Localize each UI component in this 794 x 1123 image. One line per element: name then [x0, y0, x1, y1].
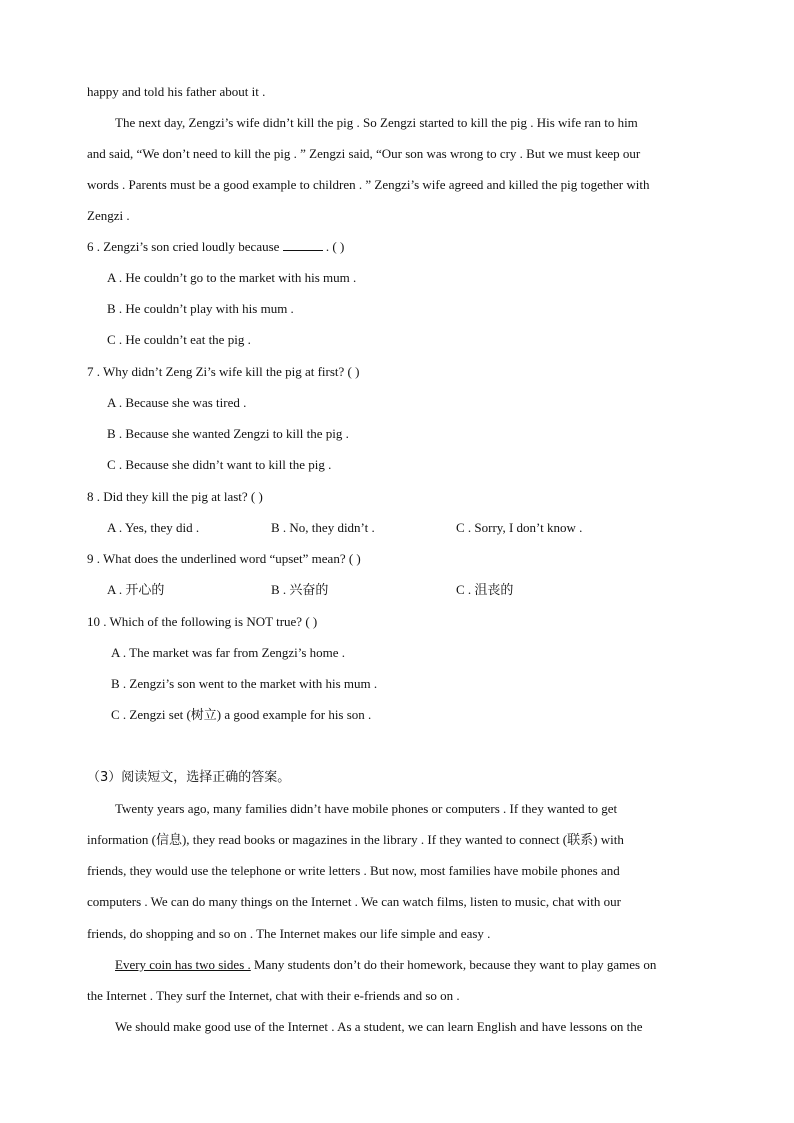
passage-line: Zengzi .: [87, 208, 130, 223]
passage-line: friends, do shopping and so on . The Internet makes our life simple and easy .: [87, 926, 491, 941]
question-stem-end: . ( ): [322, 239, 345, 254]
option-a: A . Because she was tired .: [107, 395, 247, 410]
question-8: 8 . Did they kill the pig at last? ( ): [87, 489, 263, 504]
option-b: B . Because she wanted Zengzi to kill the pig .: [107, 426, 349, 441]
option-b: B . No, they didn’t .: [271, 520, 375, 535]
option-a: A . 开心的: [107, 582, 165, 597]
passage-line: words . Parents must be a good example to children . ” Zengzi’s wife agreed and killed the pig together with: [87, 177, 650, 192]
passage-text: Many students don’t do their homework, because they want to play games on: [250, 957, 657, 972]
option-c: C . Sorry, I don’t know .: [456, 520, 583, 535]
option-c: C . He couldn’t eat the pig .: [107, 332, 251, 347]
question-9: 9 . What does the underlined word “upset” mean? ( ): [87, 551, 361, 566]
option-a: A . The market was far from Zengzi’s home .: [111, 645, 346, 660]
option-a: A . He couldn’t go to the market with his mum .: [107, 270, 357, 285]
option-a: A . Yes, they did .: [107, 520, 200, 535]
section-heading: （3）阅读短文，选择正确的答案。: [87, 770, 291, 785]
underlined-phrase: Every coin has two sides .: [115, 957, 251, 972]
passage-line: the Internet . They surf the Internet, chat with their e-friends and so on .: [87, 988, 460, 1003]
passage-line: and said, “We don’t need to kill the pig . ” Zengzi said, “Our son was wrong to cry . But we must keep our: [87, 146, 641, 161]
option-c: C . 沮丧的: [456, 582, 514, 597]
answer-blank: [283, 238, 323, 251]
question-10: 10 . Which of the following is NOT true? ( ): [87, 614, 318, 629]
passage-line: We should make good use of the Internet . As a student, we can learn English and have lessons on the: [115, 1019, 643, 1034]
passage-line: The next day, Zengzi’s wife didn’t kill the pig . So Zengzi started to kill the pig . His wife ran to him: [115, 115, 638, 130]
option-b: B . He couldn’t play with his mum .: [107, 301, 294, 316]
option-b: B . Zengzi’s son went to the market with his mum .: [111, 676, 378, 691]
question-6: [87, 238, 707, 256]
passage-line: computers . We can do many things on the Internet . We can watch films, listen to music, chat with our: [87, 894, 621, 909]
passage-line: happy and told his father about it .: [87, 84, 266, 99]
passage-line: [115, 956, 735, 974]
passage-line: Twenty years ago, many families didn’t have mobile phones or computers . If they wanted to get: [115, 801, 618, 816]
question-stem: 6 . Zengzi’s son cried loudly because: [87, 239, 280, 254]
passage-line: friends, they would use the telephone or write letters . But now, most families have mobile phones and: [87, 863, 620, 878]
option-b: B . 兴奋的: [271, 582, 329, 597]
question-7: 7 . Why didn’t Zeng Zi’s wife kill the pig at first? ( ): [87, 364, 360, 379]
passage-line: information (信息), they read books or magazines in the library . If they wanted to connect (联系) with: [87, 832, 624, 847]
option-c: C . Because she didn’t want to kill the pig .: [107, 457, 332, 472]
option-c: C . Zengzi set (树立) a good example for his son .: [111, 707, 372, 722]
